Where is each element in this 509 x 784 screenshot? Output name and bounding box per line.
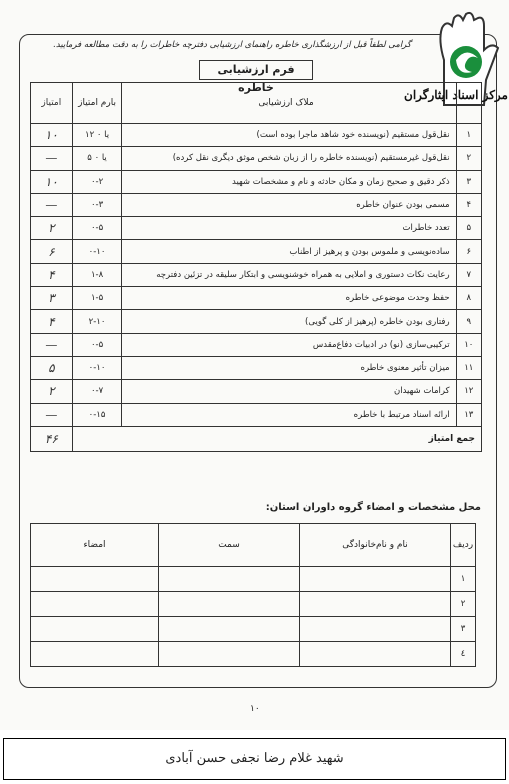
criterion-number: ۱: [456, 124, 481, 147]
criterion-max-points: ۰-۷: [72, 380, 122, 403]
grading-row: [31, 380, 482, 403]
criterion-max-points: ۰-۳: [72, 193, 122, 216]
grading-row: [31, 217, 482, 240]
page-number: ۱۰: [250, 704, 260, 714]
header-criterion: ملاک ارزشیابی: [122, 83, 456, 124]
criterion-number: ۱۰: [456, 333, 481, 356]
grading-row: [31, 333, 482, 356]
grading-row: [31, 193, 482, 216]
criterion-number: ۱۳: [456, 403, 481, 426]
criterion-number: ۷: [456, 263, 481, 286]
criterion-score: ۶: [31, 240, 73, 263]
position-cell[interactable]: [159, 567, 300, 592]
instruction-note: گرامی لطفاً قبل از ارزشگذاری خاطره راهنمای ارزشیابی دفترچه خاطرات را به دقت مطالعه فرمایید.: [53, 40, 411, 50]
criterion-text: ترکیبی‌سازی (نو) در ادبیات دفاع‌مقدس: [122, 333, 456, 356]
grading-row: [31, 356, 482, 379]
criterion-score: —: [31, 193, 73, 216]
name-cell[interactable]: [300, 642, 451, 667]
signature-cell[interactable]: [31, 617, 159, 642]
criterion-score: ۵: [31, 356, 73, 379]
header-number: [456, 83, 481, 124]
criterion-max-points: ۵ یا ۰: [72, 147, 122, 170]
criterion-number: ۳: [456, 170, 481, 193]
header-row-number: ردیف: [451, 524, 476, 567]
criterion-text: ذکر دقیق و صحیح زمان و مکان حادثه و نام و مشخصات شهید: [122, 170, 456, 193]
grading-row: [31, 147, 482, 170]
criterion-text: نقل‌قول غیرمستقیم (نویسنده خاطره را از زبان شخص موثق دیگری نقل کرده): [122, 147, 456, 170]
signatures-heading: محل مشخصات و امضاء گروه داوران استان:: [265, 502, 481, 513]
signature-cell[interactable]: [31, 642, 159, 667]
signature-row: [31, 567, 476, 592]
name-cell[interactable]: [300, 592, 451, 617]
signature-row: [31, 642, 476, 667]
criterion-max-points: ۰-۲: [72, 170, 122, 193]
criterion-text: ساده‌نویسی و ملموس بودن و پرهیز از اطناب: [122, 240, 456, 263]
total-row: [31, 426, 482, 451]
criterion-text: میزان تأثیر معنوی خاطره: [122, 356, 456, 379]
total-score: ۴۶: [31, 426, 73, 451]
criterion-max-points: ۱۲ یا ۰: [72, 124, 122, 147]
grading-row: [31, 240, 482, 263]
criterion-text: رعایت نکات دستوری و املایی به همراه خوشنویسی و ابتکار سلیقه در تزئین دفترچه: [122, 263, 456, 286]
position-cell[interactable]: [159, 617, 300, 642]
criterion-max-points: ۱-۸: [72, 263, 122, 286]
criterion-max-points: ۰-۱۰: [72, 240, 122, 263]
grading-header-row: [31, 83, 482, 124]
criterion-max-points: ۰-۵: [72, 333, 122, 356]
header-max-points: بارم امتیاز: [72, 83, 122, 124]
criterion-score: ۲: [31, 217, 73, 240]
grading-row: [31, 287, 482, 310]
signature-row-number: ٤: [451, 642, 476, 667]
criterion-score: ۱۰: [31, 170, 73, 193]
criterion-max-points: ۰-۱۵: [72, 403, 122, 426]
name-cell[interactable]: [300, 567, 451, 592]
criterion-score: ۲: [31, 380, 73, 403]
header-position: سمت: [159, 524, 300, 567]
criterion-text: نقل‌قول مستقیم (نویسنده خود شاهد ماجرا بوده است): [122, 124, 456, 147]
grading-row: [31, 170, 482, 193]
logo-caption: مرکز اسناد ایثارگران: [404, 88, 508, 102]
criterion-text: مسمی بودن عنوان خاطره: [122, 193, 456, 216]
criterion-number: ۱۱: [456, 356, 481, 379]
form-title: فرم ارزشیابی خاطره: [199, 60, 313, 80]
grading-row: [31, 263, 482, 286]
criterion-number: ۸: [456, 287, 481, 310]
criterion-max-points: ۱-۵: [72, 287, 122, 310]
grading-row: [31, 124, 482, 147]
position-cell[interactable]: [159, 642, 300, 667]
header-signature: امضاء: [31, 524, 159, 567]
criterion-max-points: ۰-۱۰: [72, 356, 122, 379]
signature-table: [30, 523, 476, 667]
header-score: امتیاز: [31, 83, 73, 124]
total-label: جمع امتیاز: [72, 426, 481, 451]
criterion-number: ۱۲: [456, 380, 481, 403]
criterion-text: تعدد خاطرات: [122, 217, 456, 240]
criterion-score: —: [31, 403, 73, 426]
criterion-max-points: ۰-۵: [72, 217, 122, 240]
criterion-score: ۴: [31, 263, 73, 286]
criterion-number: ۵: [456, 217, 481, 240]
criterion-score: —: [31, 147, 73, 170]
footer-caption: شهید غلام رضا نجفی حسن آبادی: [3, 738, 506, 780]
criterion-score: ۳: [31, 287, 73, 310]
criterion-text: حفظ وحدت موضوعی خاطره: [122, 287, 456, 310]
criterion-text: ارائه اسناد مرتبط با خاطره: [122, 403, 456, 426]
grading-table: [30, 82, 482, 452]
signature-header-row: [31, 524, 476, 567]
signature-row: [31, 617, 476, 642]
criterion-text: رفتاری بودن خاطره (پرهیز از کلی گویی): [122, 310, 456, 333]
criterion-text: کرامات شهیدان: [122, 380, 456, 403]
signature-row-number: ۲: [451, 592, 476, 617]
signature-cell[interactable]: [31, 567, 159, 592]
criterion-number: ۲: [456, 147, 481, 170]
criterion-number: ۹: [456, 310, 481, 333]
criterion-score: —: [31, 333, 73, 356]
criterion-number: ۶: [456, 240, 481, 263]
criterion-max-points: ۲-۱۰: [72, 310, 122, 333]
grading-row: [31, 403, 482, 426]
position-cell[interactable]: [159, 592, 300, 617]
signature-row-number: ۱: [451, 567, 476, 592]
header-name: نام و نام‌خانوادگی: [300, 524, 451, 567]
name-cell[interactable]: [300, 617, 451, 642]
signature-row: [31, 592, 476, 617]
criterion-score: ۱۰: [31, 124, 73, 147]
grading-row: [31, 310, 482, 333]
criterion-number: ۴: [456, 193, 481, 216]
signature-row-number: ۳: [451, 617, 476, 642]
signature-cell[interactable]: [31, 592, 159, 617]
criterion-score: ۴: [31, 310, 73, 333]
